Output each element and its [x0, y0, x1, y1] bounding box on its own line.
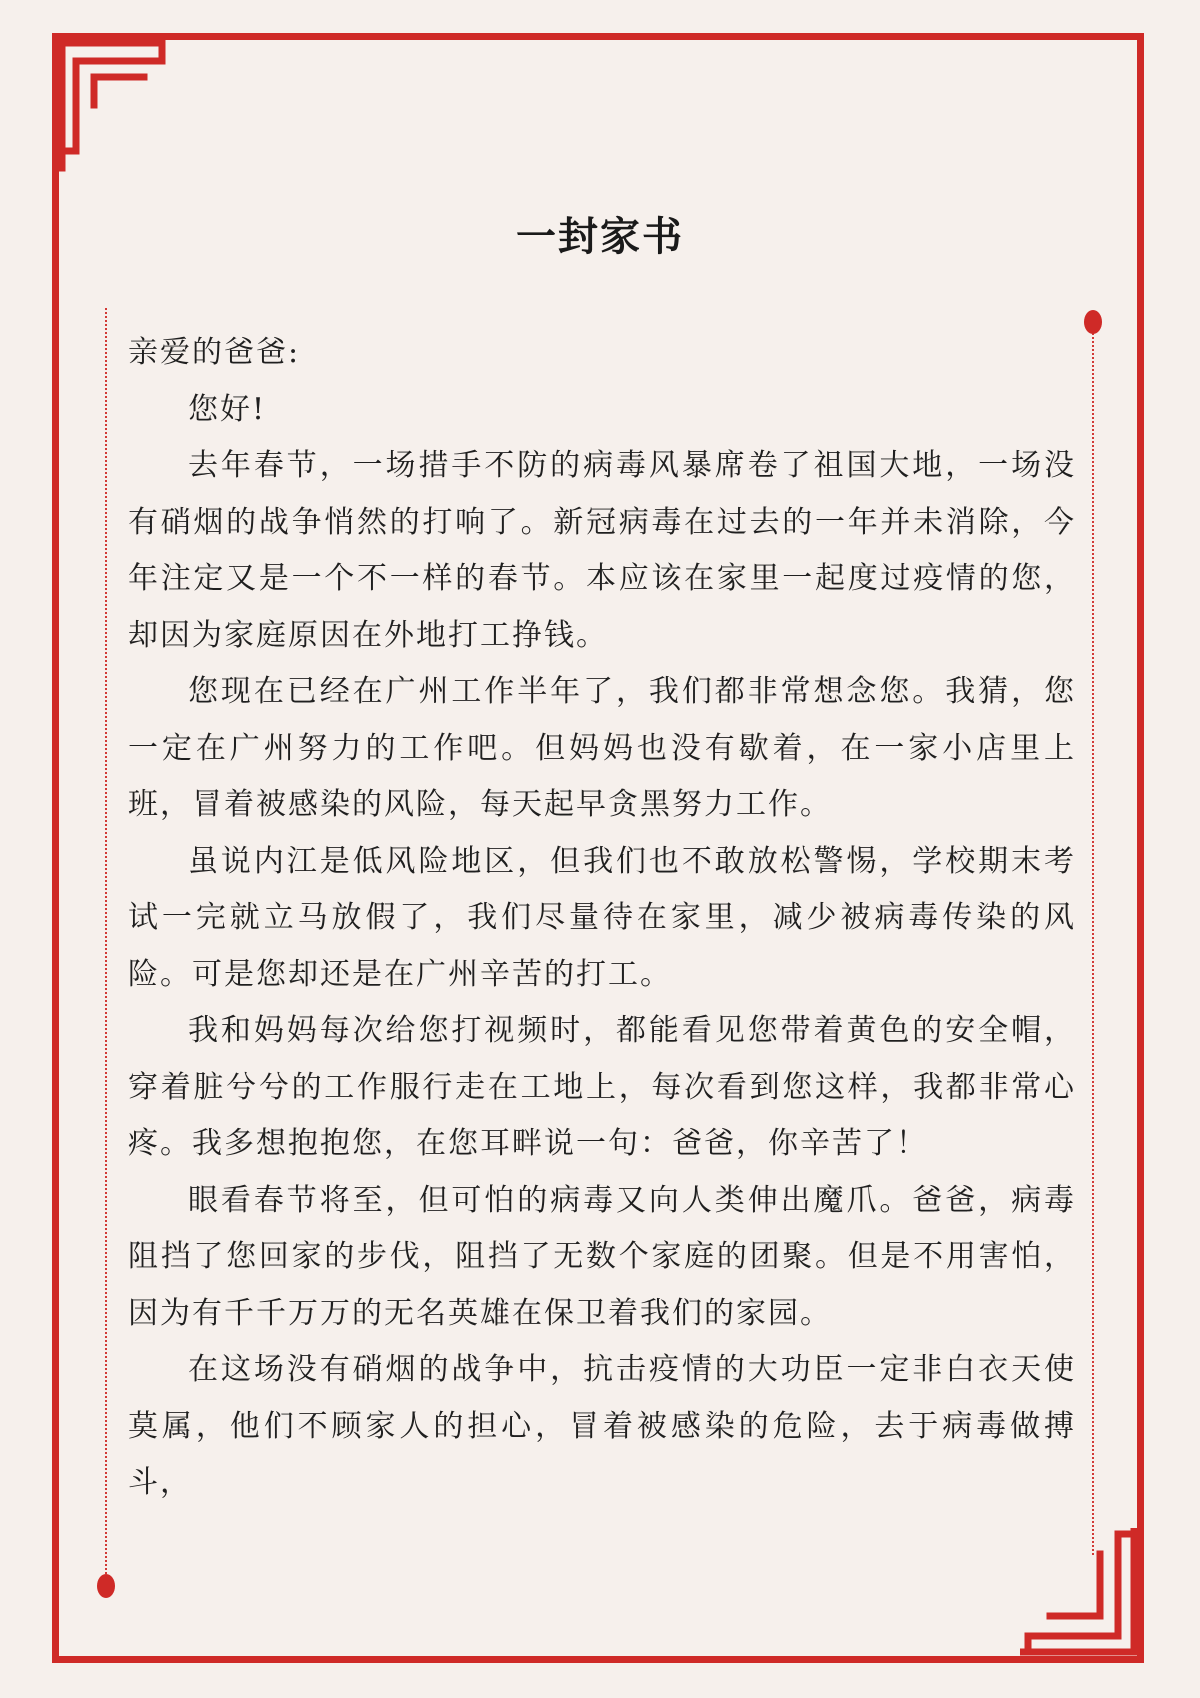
- dotted-margin-line-right: [1092, 325, 1094, 1555]
- red-dot-ornament-top-right: [1084, 310, 1102, 334]
- letter-salutation: 亲爱的爸爸:: [128, 335, 301, 370]
- letter-title: 一封家书: [516, 214, 684, 260]
- letter-greeting: 您好!: [188, 391, 267, 427]
- letter-paragraph: 您现在已经在广州工作半年了，我们都非常想念您。我猜，您一定在广州努力的工作吧。但妈妈也没有歇着，在一家小店里上班，冒着被感染的风险，每天起早贪黑努力工作。: [128, 674, 1076, 822]
- letter-paragraph: 虽说内江是低风险地区，但我们也不敢放松警惕，学校期末考试一完就立马放假了，我们尽量待在家里，减少被病毒传染的风险。可是您却还是在广州辛苦的打工。: [128, 843, 1076, 992]
- letter-paragraph: 去年春节，一场措手不防的病毒风暴席卷了祖国大地，一场没有硝烟的战争悄然的打响了。新冠病毒在过去的一年并未消除，今年注定又是一个不一样的春节。本应该在家里一起度过疫情的您，却因为家庭原因在外地打工挣钱。: [128, 448, 1076, 653]
- corner-ornament-top-left: [52, 33, 172, 173]
- dotted-margin-line-left: [105, 308, 107, 1578]
- letter-paragraph: 在这场没有硝烟的战争中，抗击疫情的大功臣一定非白衣天使莫属，他们不顾家人的担心，冒着被感染的危险，去于病毒做搏斗，: [128, 1352, 1076, 1500]
- letter-paragraph: 我和妈妈每次给您打视频时，都能看见您带着黄色的安全帽，穿着脏兮兮的工作服行走在工地上，每次看到您这样，我都非常心疼。我多想抱抱您，在您耳畔说一句：爸爸，你辛苦了！: [128, 1013, 1076, 1161]
- letter-paragraph: 眼看春节将至，但可怕的病毒又向人类伸出魔爪。爸爸，病毒阻挡了您回家的步伐，阻挡了无数个家庭的团聚。但是不用害怕，因为有千千万万的无名英雄在保卫着我们的家园。: [128, 1182, 1076, 1331]
- corner-ornament-bottom-right: [1020, 1528, 1144, 1663]
- letter-body: [128, 325, 1076, 1512]
- red-dot-ornament-bottom-left: [97, 1574, 115, 1598]
